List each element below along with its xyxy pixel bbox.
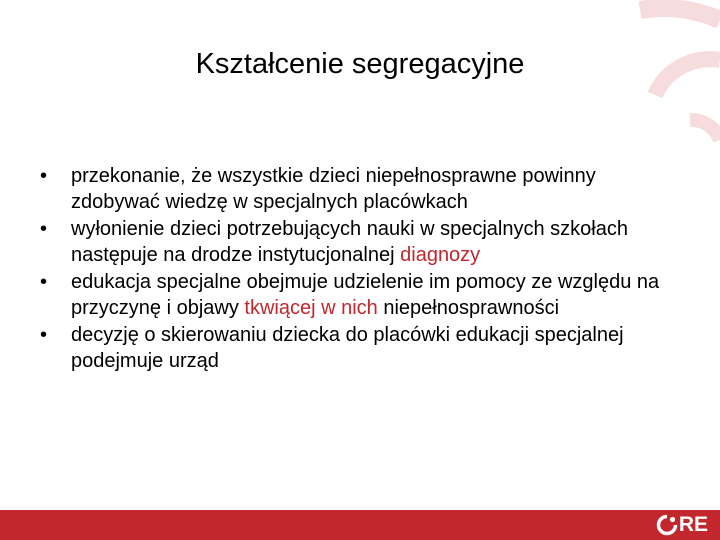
bullet-marker: • [40, 165, 48, 187]
highlighted-text: tkwiącej w nich [244, 297, 378, 319]
bullet-list [40, 163, 680, 375]
ore-logo [655, 513, 708, 537]
bullet-text: niepełnosprawności [377, 297, 560, 319]
bullet-item [40, 163, 680, 215]
highlighted-text: diagnozy [400, 244, 481, 266]
bullet-marker: • [40, 271, 48, 293]
bullet-marker: • [40, 218, 48, 240]
bullet-text: edukacja specjalne obejmuje udzielenie im pomocy ze względu na przyczynę i objawy [71, 271, 660, 319]
logo-text: RE [678, 513, 708, 536]
bullet-marker: • [40, 324, 48, 346]
bullet-text: wyłonienie dzieci potrzebujących nauki w specjalnych szkołach następuje na drodze instytucjonalnej [71, 218, 628, 266]
bullet-text: decyzję o skierowaniu dziecka do placówki edukacji specjalnej podejmuje urząd [71, 324, 624, 372]
slide-title: Kształcenie segregacyjne [195, 48, 525, 80]
bullet-item [40, 216, 680, 268]
bullet-text: przekonanie, że wszystkie dzieci niepełnosprawne powinny zdobywać wiedzę w specjalnych placówkach [71, 165, 596, 213]
footer-bar [0, 510, 720, 540]
bullet-item [40, 322, 680, 374]
bullet-item [40, 269, 680, 321]
ore-logo-icon [655, 513, 679, 537]
